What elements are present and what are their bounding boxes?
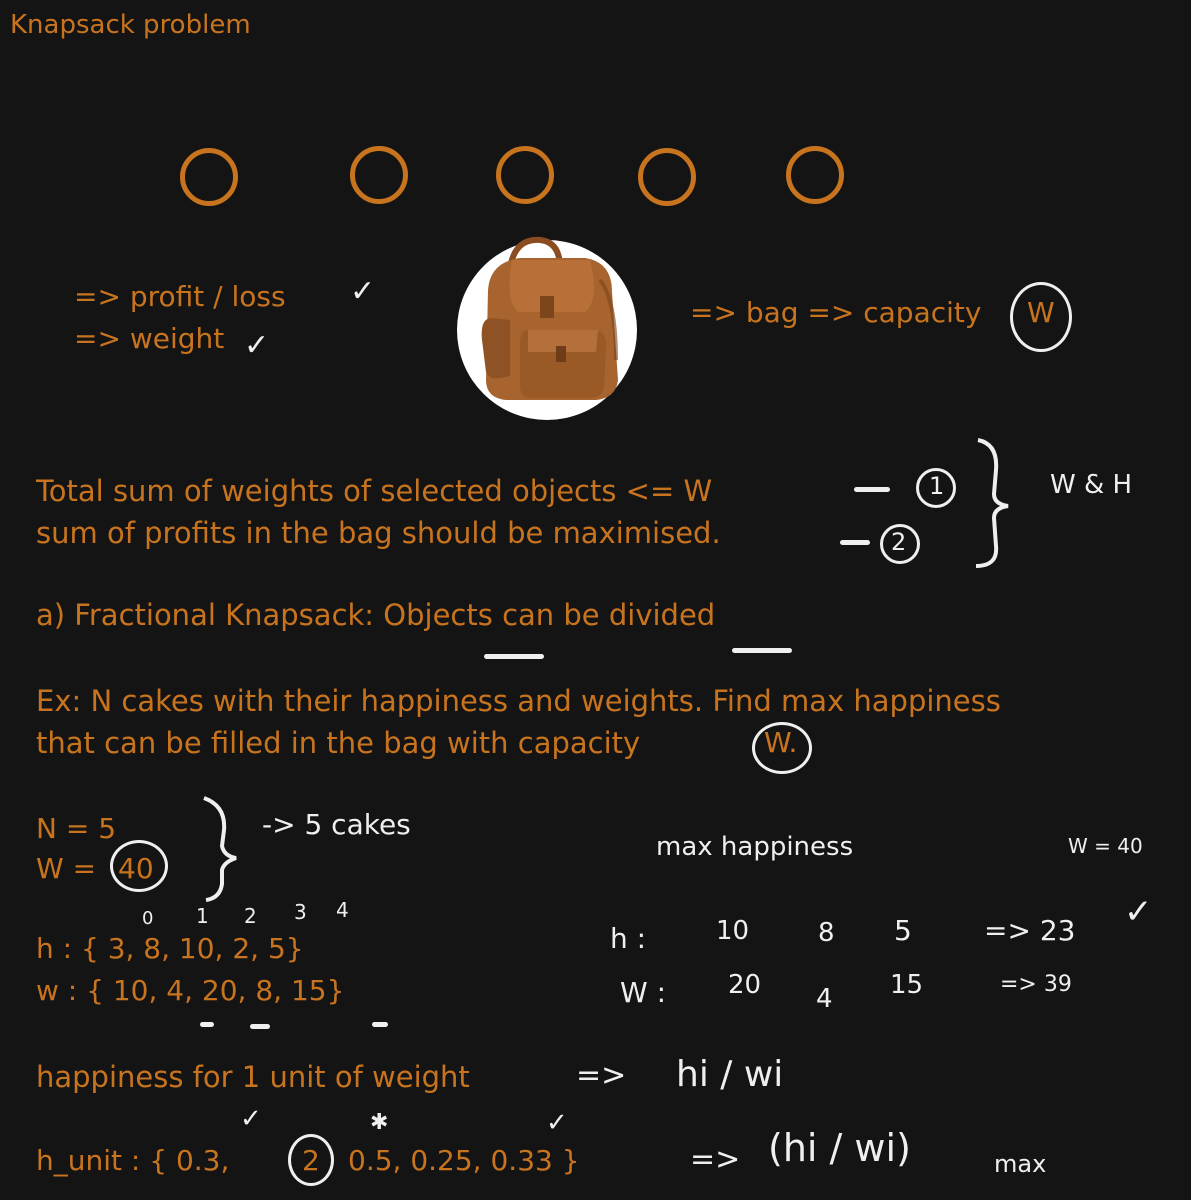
table-w-value: 4 xyxy=(816,984,833,1014)
dash-mark xyxy=(840,540,870,545)
n-value: N = 5 xyxy=(36,812,117,845)
cakes-note: -> 5 cakes xyxy=(262,808,411,841)
table-h-result: => 23 xyxy=(984,914,1076,947)
index-label: 2 xyxy=(244,904,257,928)
object-circle xyxy=(786,146,844,204)
capacity-label: W = 40 xyxy=(1068,834,1143,858)
bag-capacity-text: => bag => capacity xyxy=(690,296,982,329)
object-circle xyxy=(496,146,554,204)
dash-mark xyxy=(854,487,890,492)
example-line-1: Ex: N cakes with their happiness and weights. Find max happiness xyxy=(36,684,1001,718)
weight-item: => weight xyxy=(74,322,225,355)
table-h-value: 5 xyxy=(894,914,912,947)
table-h-value: 8 xyxy=(818,918,835,948)
index-label: 0 xyxy=(142,908,154,929)
table-h-value: 10 xyxy=(716,916,750,946)
w-array: w : { 10, 4, 20, 8, 15} xyxy=(36,974,345,1007)
index-label: 3 xyxy=(294,900,307,924)
dash-mark xyxy=(372,1022,388,1027)
condition-number: 1 xyxy=(929,472,945,500)
max-happiness-label: max happiness xyxy=(656,832,854,862)
w-value: 40 xyxy=(118,852,154,885)
index-label: 1 xyxy=(196,904,209,928)
page-title: Knapsack problem xyxy=(10,10,251,40)
h-unit-formula: (hi / wi) xyxy=(768,1126,911,1170)
underline-mark xyxy=(732,648,792,653)
table-w-value: 20 xyxy=(728,970,762,1000)
check-icon: ✓ xyxy=(244,328,270,363)
example-w: W. xyxy=(764,726,798,759)
dash-mark xyxy=(250,1024,270,1029)
h-unit-circled-value: 2 xyxy=(302,1144,320,1177)
unit-formula: hi / wi xyxy=(676,1054,784,1095)
h-unit-max: max xyxy=(994,1150,1047,1178)
object-circle xyxy=(350,146,408,204)
capacity-w-symbol: W xyxy=(1027,296,1055,329)
object-circle xyxy=(638,148,696,206)
star-mark-icon: ✱ xyxy=(370,1110,389,1135)
w-value-prefix: W = xyxy=(36,852,97,885)
fractional-heading: a) Fractional Knapsack: Objects can be divided xyxy=(36,598,716,632)
h-unit-prefix: h_unit : { 0.3, xyxy=(36,1144,230,1177)
underline-mark xyxy=(484,654,544,659)
condition-number: 2 xyxy=(891,528,907,556)
unit-description: happiness for 1 unit of weight xyxy=(36,1060,470,1094)
condition-note: W & H xyxy=(1050,470,1133,500)
example-line-2: that can be filled in the bag with capacity xyxy=(36,726,641,760)
object-circle xyxy=(180,148,238,206)
dash-mark xyxy=(200,1022,214,1027)
h-unit-rest: 0.5, 0.25, 0.33 } xyxy=(348,1144,580,1177)
check-icon: ✓ xyxy=(240,1104,262,1134)
check-icon: ✓ xyxy=(546,1108,568,1138)
table-h-label: h : xyxy=(610,922,647,955)
condition-1: Total sum of weights of selected objects <= W xyxy=(36,474,713,508)
table-w-label: W : xyxy=(620,976,667,1009)
check-icon: ✓ xyxy=(1124,892,1153,932)
h-unit-arrow: => xyxy=(690,1142,741,1177)
check-icon: ✓ xyxy=(350,274,376,309)
condition-2: sum of profits in the bag should be maximised. xyxy=(36,516,721,550)
index-label: 4 xyxy=(336,898,349,922)
table-w-value: 15 xyxy=(890,970,924,1000)
table-w-result: => 39 xyxy=(1000,972,1072,997)
unit-arrow: => xyxy=(576,1058,627,1093)
profit-loss-item: => profit / loss xyxy=(74,280,286,313)
h-array: h : { 3, 8, 10, 2, 5} xyxy=(36,932,304,965)
